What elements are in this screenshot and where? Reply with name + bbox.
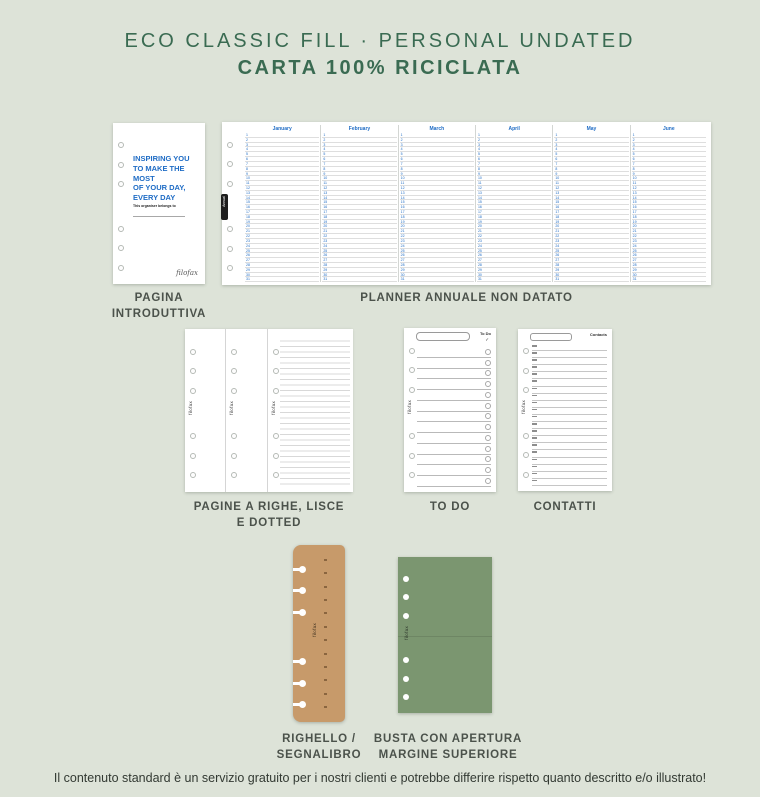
hole — [273, 453, 279, 459]
planner-month-column: May 1 2 3 4 5 6 7 8 9 10 11 12 13 14 15 16 17 18 19 20 21 22 23 24 25 26 27 28 29 30 31 — [552, 125, 629, 282]
hole — [231, 472, 237, 478]
planner-month-column: January 1 2 3 4 5 6 7 8 9 10 11 12 13 14 15 16 17 18 19 20 21 22 23 24 25 26 27 28 29 30 31 — [244, 125, 320, 282]
hole — [118, 265, 124, 271]
hole — [231, 433, 237, 439]
ruler-bookmark-image — [293, 545, 345, 722]
annual-planner-label: PLANNER ANNUALE NON DATATO — [360, 292, 573, 304]
belongs-to-line — [133, 216, 185, 217]
hole — [190, 472, 196, 478]
hole — [299, 587, 306, 594]
hole — [403, 613, 409, 619]
hole — [409, 472, 415, 478]
hole — [227, 142, 233, 148]
annual-tab-label: Annual — [222, 196, 226, 207]
planner-grid — [244, 125, 707, 282]
hole — [299, 658, 306, 665]
envelope-image — [398, 557, 492, 713]
ruler-ticks — [324, 559, 328, 708]
check-icon: ✓ — [485, 337, 489, 342]
hole — [299, 566, 306, 573]
filofax-vertical-mark: filofax — [312, 622, 317, 637]
hole — [118, 181, 124, 187]
filofax-logo: filofax — [176, 269, 198, 277]
hole — [231, 388, 237, 394]
intro-page-label: PAGINA INTRODUTTIVA — [111, 292, 207, 320]
plain-sheet — [225, 329, 268, 492]
hole — [118, 245, 124, 251]
hole — [523, 387, 529, 393]
todo-page-image — [404, 328, 496, 492]
hole — [409, 367, 415, 373]
hole — [190, 368, 196, 374]
todo-heading: To Do — [479, 331, 491, 336]
todo-rows — [417, 347, 491, 487]
hole — [409, 387, 415, 393]
hole — [231, 368, 237, 374]
hole — [299, 609, 306, 616]
hole — [190, 433, 196, 439]
hole — [409, 433, 415, 439]
hole — [403, 657, 409, 663]
hole — [273, 472, 279, 478]
page-title: ECO CLASSIC FILL · PERSONAL UNDATED — [124, 30, 636, 52]
hole — [403, 594, 409, 600]
annual-planner-image — [222, 122, 711, 285]
planner-month-column: March 1 2 3 4 5 6 7 8 9 10 11 12 13 14 15 16 17 18 19 20 21 22 23 24 25 26 27 28 29 30 31 — [398, 125, 475, 282]
filofax-vertical-mark: filofax — [229, 400, 234, 415]
contacts-label: CONTATTI — [533, 501, 597, 513]
hole — [118, 162, 124, 168]
contacts-heading: Contacts — [589, 332, 607, 337]
hole — [273, 368, 279, 374]
hole — [227, 226, 233, 232]
ruled-lines — [280, 336, 350, 485]
month-header: February — [348, 126, 371, 132]
filofax-vertical-mark: filofax — [271, 400, 276, 415]
hole — [273, 388, 279, 394]
intro-headline: INSPIRING YOU TO MAKE THE MOST OF YOUR DAY, EVERY DAY — [133, 154, 190, 202]
plain-sheet — [185, 329, 225, 492]
month-header: March — [429, 126, 445, 132]
hole — [227, 161, 233, 167]
hole — [523, 368, 529, 374]
hole — [403, 694, 409, 700]
footer-disclaimer: Il contenuto standard è un servizio gratuito per i nostri clienti e potrebbe differire rispetto quanto descritto e/o illustrato! — [53, 771, 707, 785]
hole — [190, 388, 196, 394]
planner-month-column: February 1 2 3 4 5 6 7 8 9 10 11 12 13 14 15 16 17 18 19 20 21 22 23 24 25 26 27 28 29 30 31 — [320, 125, 397, 282]
month-header: April — [508, 126, 520, 132]
hole — [409, 453, 415, 459]
month-header: January — [272, 126, 292, 132]
hole — [299, 701, 306, 708]
ruler-label: RIGHELLO / SEGNALIBRO — [276, 733, 362, 761]
ruled-pages-image — [185, 329, 352, 492]
hole — [403, 676, 409, 682]
envelope-label: BUSTA CON APERTURA MARGINE SUPERIORE — [373, 733, 523, 761]
hole — [231, 349, 237, 355]
hole — [299, 680, 306, 687]
month-header: May — [586, 126, 597, 132]
hole — [190, 349, 196, 355]
binder-holes — [113, 123, 127, 284]
intro-page-image — [113, 123, 205, 284]
contacts-page-image — [518, 329, 612, 491]
hole — [523, 433, 529, 439]
hole — [403, 576, 409, 582]
hole — [523, 452, 529, 458]
hole — [227, 265, 233, 271]
hole — [231, 453, 237, 459]
hole — [118, 226, 124, 232]
envelope-seam — [398, 636, 492, 637]
hole — [273, 349, 279, 355]
filofax-vertical-mark: filofax — [404, 625, 409, 640]
hole — [523, 348, 529, 354]
binder-notches — [293, 545, 307, 722]
hole — [273, 433, 279, 439]
month-header: June — [662, 126, 675, 132]
ruled-sheet — [267, 329, 353, 492]
hole — [190, 453, 196, 459]
hole — [409, 348, 415, 354]
ruled-pages-label: PAGINE A RIGHE, LISCE E DOTTED — [193, 501, 345, 529]
filofax-vertical-mark: filofax — [188, 400, 193, 415]
todo-title-field — [416, 332, 470, 341]
planner-month-column: June 1 2 3 4 5 6 7 8 9 10 11 12 13 14 15 16 17 18 19 20 21 22 23 24 25 26 27 28 29 30 31 — [630, 125, 707, 282]
belongs-to-text: This organiser belongs to — [133, 204, 176, 208]
contacts-title-field — [530, 333, 572, 341]
hole — [523, 472, 529, 478]
todo-label: TO DO — [429, 501, 471, 513]
hole — [227, 246, 233, 252]
contact-lines — [532, 344, 607, 486]
page-subtitle: CARTA 100% RICICLATA — [237, 57, 523, 79]
planner-month-column: April 1 2 3 4 5 6 7 8 9 10 11 12 13 14 15 16 17 18 19 20 21 22 23 24 25 26 27 28 29 30 31 — [475, 125, 552, 282]
hole — [227, 181, 233, 187]
hole — [118, 142, 124, 148]
filofax-vertical-mark: filofax — [407, 400, 412, 415]
annual-tab — [221, 194, 228, 220]
filofax-vertical-mark: filofax — [521, 400, 526, 415]
